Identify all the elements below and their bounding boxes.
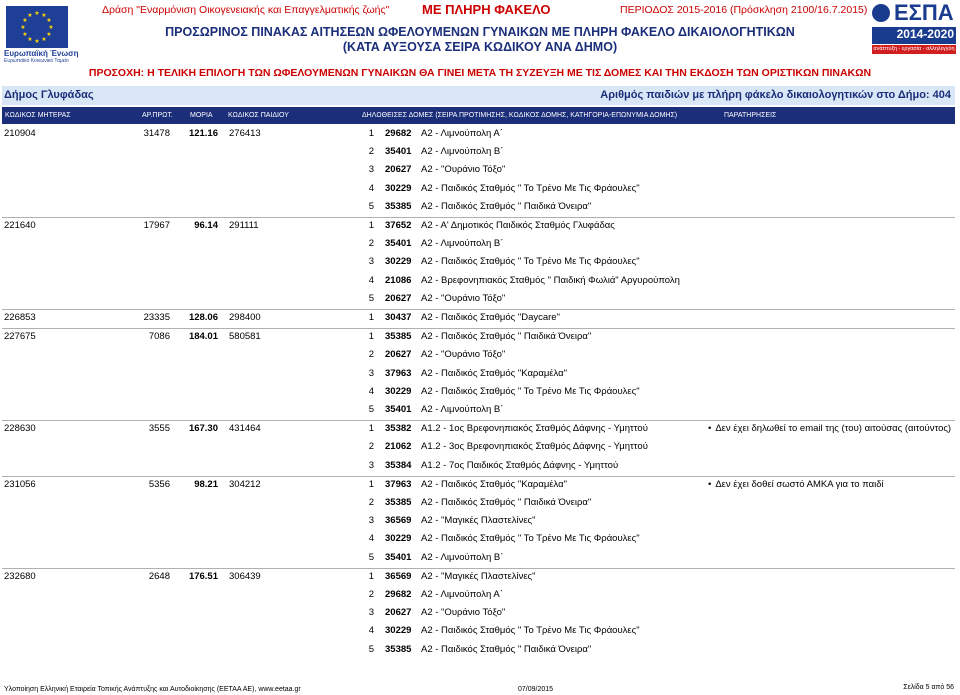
page-subtitle: (ΚΑΤΑ ΑΥΞΟΥΣΑ ΣΕΙΡΑ ΚΩΔΙΚΟΥ ΑΝΑ ΔΗΜΟ) [342, 40, 618, 54]
structure-description: Α2 - Λιμνούπολη Β΄ [421, 403, 504, 415]
esf-label: Ευρωπαϊκό Κοινωνικό Ταμείο [4, 58, 69, 64]
structure-description: Α2 - Παιδικός Σταθμός "Daycare" [421, 312, 560, 323]
espa-word: ΕΣΠΑ [894, 0, 954, 25]
structure-description: Α2 - "Ουράνιο Τόξο" [421, 607, 506, 619]
structure-description: Α2 - Παιδικός Σταθμός " Το Τρένο Με Τις Φράουλες" [421, 385, 640, 397]
structure-description: Α2 - Λιμνούπολη Β΄ [421, 238, 504, 250]
preference-rank: 1 [368, 312, 374, 323]
structure-code: 20627 [385, 349, 412, 361]
preference-rank: 2 [368, 146, 374, 158]
structure-code: 20627 [385, 164, 412, 176]
preference-rank: 4 [368, 533, 374, 545]
espa-star-icon [872, 4, 890, 22]
structure-code: 37963 [385, 478, 412, 490]
warning-text: ΠΡΟΣΟΧΗ: Η ΤΕΛΙΚΗ ΕΠΙΛΟΓΗ ΤΩΝ ΩΦΕΛΟΥΜΕΝΩΝ ΓΥΝΑΙΚΩΝ ΘΑ ΓΙΝΕΙ ΜΕΤΑ ΤΗ ΣΥΖΕΥΞΗ ΜΕ ΤΙΣ ΔΟΜΕΣ ΚΑΙ ΤΗΝ ΕΚΔΟΣΗ ΤΩΝ ΟΡΙΣΤΙΚΩΝ ΠΙΝΑΚΩΝ [88, 67, 872, 79]
footer-date: 07/09/2015 [518, 686, 554, 693]
row-separator [2, 328, 955, 329]
child-code: 291111 [229, 220, 259, 231]
row-separator [2, 568, 955, 569]
child-code: 276413 [229, 128, 261, 139]
footer-org: Υλοποίηση Ελληνική Εταιρεία Τοπικής Ανάπτυξης και Αυτοδιοίκησης (ΕΕΤΑΑ ΑΕ), www.eetaa.gr [4, 686, 301, 693]
structure-code: 35385 [385, 331, 412, 343]
child-code: 304212 [229, 478, 261, 490]
preference-rank: 2 [368, 588, 374, 600]
structure-code: 30229 [385, 182, 412, 194]
svg-text:★: ★ [22, 31, 28, 38]
preference-rank: 3 [368, 459, 374, 471]
preference-rank: 1 [368, 128, 374, 139]
main-label: ΜΕ ΠΛΗΡΗ ΦΑΚΕΛΟ [422, 2, 551, 17]
structure-description: Α2 - "Ουράνιο Τόξο" [421, 292, 506, 304]
structure-code: 30229 [385, 533, 412, 545]
preference-rank: 2 [368, 349, 374, 361]
structure-code: 35385 [385, 496, 412, 508]
children-count: Αριθμός παιδιών με πλήρη φάκελο δικαιολογητικών στο Δήμο: 404 [600, 89, 951, 101]
svg-text:★: ★ [27, 36, 33, 43]
preference-rank: 3 [368, 256, 374, 268]
mother-code: 221640 [4, 220, 36, 231]
score: 184.01 [188, 331, 218, 343]
structure-code: 21062 [385, 441, 412, 453]
protocol-number: 2648 [148, 570, 170, 582]
page-header [0, 0, 960, 64]
row-separator [2, 217, 955, 218]
structure-description: Α2 - Α' Δημοτικός Παιδικός Σταθμός Γλυφάδας [421, 220, 615, 231]
structure-description: Α2 - Βρεφονηπιακός Σταθμός " Παιδική Φωλιά" Αργυρούπολη [421, 274, 680, 286]
structure-code: 20627 [385, 607, 412, 619]
structure-code: 20627 [385, 292, 412, 304]
protocol-number: 5356 [148, 478, 170, 490]
row-separator [2, 309, 955, 310]
score: 176.51 [188, 570, 218, 582]
preference-rank: 1 [368, 570, 374, 582]
structure-code: 29682 [385, 128, 412, 139]
remark-text: • Δεν έχει δηλωθεί το email της (του) αιτούσας (αιτούντος) [708, 423, 956, 435]
structure-description: Α1.2 - 7ος Παιδικός Σταθμός Δάφνης - Υμηττού [421, 459, 619, 471]
row-separator [2, 476, 955, 477]
preference-rank: 5 [368, 551, 374, 563]
protocol-number: 3555 [148, 423, 170, 435]
preference-rank: 2 [368, 496, 374, 508]
preference-rank: 1 [368, 331, 374, 343]
municipality-bar [2, 86, 955, 105]
structure-code: 36569 [385, 515, 412, 527]
mother-code: 226853 [4, 312, 36, 323]
structure-code: 30229 [385, 256, 412, 268]
preference-rank: 4 [368, 625, 374, 637]
structure-code: 35385 [385, 643, 412, 655]
preference-rank: 1 [368, 220, 374, 231]
column-header-mother: ΚΩΔΙΚΟΣ ΜΗΤΕΡΑΣ [5, 112, 71, 119]
municipality-name: Δήμος Γλυφάδας [4, 89, 94, 101]
svg-text:★: ★ [20, 24, 26, 31]
structure-code: 35382 [385, 423, 412, 435]
mother-code: 232680 [4, 570, 36, 582]
preference-rank: 1 [368, 478, 374, 490]
structure-description: Α1.2 - 1ος Βρεφονηπιακός Σταθμός Δάφνης - Υμηττού [421, 423, 648, 435]
score: 96.14 [194, 220, 218, 231]
structure-description: Α2 - "Ουράνιο Τόξο" [421, 349, 506, 361]
espa-years: 2014-2020 [872, 27, 956, 44]
score: 98.21 [194, 478, 218, 490]
preference-rank: 3 [368, 515, 374, 527]
child-code: 298400 [229, 312, 261, 323]
structure-description: Α2 - Παιδικός Σταθμός " Παιδικά Όνειρα" [421, 200, 592, 212]
preference-rank: 4 [368, 385, 374, 397]
structure-code: 35401 [385, 238, 412, 250]
preference-rank: 3 [368, 367, 374, 379]
preference-rank: 5 [368, 200, 374, 212]
structure-code: 35401 [385, 403, 412, 415]
mother-code: 231056 [4, 478, 36, 490]
mother-code: 228630 [4, 423, 36, 435]
protocol-number: 23335 [143, 312, 170, 323]
structure-description: Α2 - Παιδικός Σταθμός " Το Τρένο Με Τις Φράουλες" [421, 533, 640, 545]
structure-code: 30437 [385, 312, 412, 323]
structure-description: Α1.2 - 3ος Βρεφονηπιακός Σταθμός Δάφνης - Υμηττού [421, 441, 648, 453]
structure-description: Α2 - Λιμνούπολη Α΄ [421, 588, 503, 600]
score: 121.16 [188, 128, 218, 139]
score: 128.06 [188, 312, 218, 323]
remark-text: • Δεν έχει δοθεί σωστό ΑΜΚΑ για το παιδί [708, 479, 956, 491]
structure-description: Α2 - Παιδικός Σταθμός " Παιδικά Όνειρα" [421, 496, 592, 508]
structure-description: Α2 - Λιμνούπολη Β΄ [421, 146, 504, 158]
column-header-structures: ΔΗΛΩΘΕΙΣΕΣ ΔΟΜΕΣ (ΣΕΙΡΑ ΠΡΟΤΙΜΗΣΗΣ, ΚΩΔΙΚΟΣ ΔΟΜΗΣ, ΚΑΤΗΓΟΡΙΑ-ΕΠΩΝΥΜΙΑ ΔΟΜΗΣ) [362, 112, 678, 119]
action-label: Δράση "Εναρμόνιση Οικογενειακής και Επαγγελματικής ζωής" [102, 4, 390, 16]
page-number: Σελίδα 5 από 56 [903, 684, 954, 691]
structure-description: Α2 - Παιδικός Σταθμός " Το Τρένο Με Τις Φράουλες" [421, 182, 640, 194]
preference-rank: 2 [368, 238, 374, 250]
column-header-protocol: ΑΡ.ΠΡΩΤ. [142, 112, 173, 119]
structure-description: Α2 - Λιμνούπολη Β΄ [421, 551, 504, 563]
structure-description: Α2 - Παιδικός Σταθμός "Καραμέλα" [421, 367, 568, 379]
structure-description: Α2 - Παιδικός Σταθμός " Το Τρένο Με Τις Φράουλες" [421, 256, 640, 268]
structure-description: Α2 - "Ουράνιο Τόξο" [421, 164, 506, 176]
structure-description: Α2 - Παιδικός Σταθμός " Παιδικά Όνειρα" [421, 643, 592, 655]
svg-text:★: ★ [22, 17, 28, 24]
preference-rank: 1 [368, 423, 374, 435]
svg-text:★: ★ [46, 31, 52, 38]
structure-code: 30229 [385, 385, 412, 397]
espa-logo [872, 2, 956, 56]
preference-rank: 4 [368, 182, 374, 194]
structure-description: Α2 - "Μαγικές Πλαστελίνες" [421, 570, 536, 582]
structure-code: 35401 [385, 146, 412, 158]
page-title: ΠΡΟΣΩΡΙΝΟΣ ΠΙΝΑΚΑΣ ΑΙΤΗΣΕΩΝ ΩΦΕΛΟΥΜΕΝΩΝ ΓΥΝΑΙΚΩΝ ΜΕ ΠΛΗΡΗ ΦΑΚΕΛΟ ΔΙΚΑΙΟΛΟΓΗΤΙΚΩΝ [165, 25, 795, 39]
structure-code: 35385 [385, 200, 412, 212]
structure-code: 35401 [385, 551, 412, 563]
structure-code: 37652 [385, 220, 412, 231]
child-code: 431464 [229, 423, 261, 435]
structure-description: Α2 - Λιμνούπολη Α΄ [421, 128, 503, 139]
protocol-number: 7086 [148, 331, 170, 343]
column-header-child: ΚΩΔΙΚΟΣ ΠΑΙΔΙΟΥ [228, 112, 289, 119]
preference-rank: 3 [368, 164, 374, 176]
espa-slogan: ανάπτυξη - εργασία - αλληλεγγύη [873, 46, 955, 52]
structure-description: Α2 - Παιδικός Σταθμός "Καραμέλα" [421, 478, 568, 490]
structure-description: Α2 - "Μαγικές Πλαστελίνες" [421, 515, 536, 527]
column-header-score: ΜΟΡΙΑ [190, 112, 213, 119]
svg-text:★: ★ [34, 10, 40, 17]
mother-code: 210904 [4, 128, 36, 139]
structure-code: 36569 [385, 570, 412, 582]
preference-rank: 3 [368, 607, 374, 619]
svg-text:★: ★ [41, 36, 47, 43]
preference-rank: 5 [368, 403, 374, 415]
svg-text:★: ★ [48, 24, 54, 31]
protocol-number: 17967 [143, 220, 170, 231]
svg-text:★: ★ [27, 12, 33, 19]
period-label: ΠΕΡΙΟΔΟΣ 2015-2016 (Πρόσκληση 2100/16.7.2015) [620, 4, 868, 16]
structure-code: 37963 [385, 367, 412, 379]
structure-code: 21086 [385, 274, 412, 286]
score: 167.30 [188, 423, 218, 435]
structure-code: 30229 [385, 625, 412, 637]
svg-text:★: ★ [34, 38, 40, 45]
preference-rank: 5 [368, 643, 374, 655]
svg-text:★: ★ [46, 17, 52, 24]
structure-description: Α2 - Παιδικός Σταθμός " Παιδικά Όνειρα" [421, 331, 592, 343]
structure-code: 35384 [385, 459, 412, 471]
protocol-number: 31478 [143, 128, 170, 139]
preference-rank: 5 [368, 292, 374, 304]
row-separator [2, 420, 955, 421]
preference-rank: 2 [368, 441, 374, 453]
child-code: 306439 [229, 570, 261, 582]
structure-code: 29682 [385, 588, 412, 600]
svg-text:★: ★ [41, 12, 47, 19]
child-code: 580581 [229, 331, 261, 343]
column-header-notes: ΠΑΡΑΤΗΡΗΣΕΙΣ [724, 112, 777, 119]
column-header-bar [2, 107, 955, 124]
eu-label: Ευρωπαϊκή Ένωση [4, 49, 79, 58]
structure-description: Α2 - Παιδικός Σταθμός " Το Τρένο Με Τις Φράουλες" [421, 625, 640, 637]
mother-code: 227675 [4, 331, 36, 343]
preference-rank: 4 [368, 274, 374, 286]
